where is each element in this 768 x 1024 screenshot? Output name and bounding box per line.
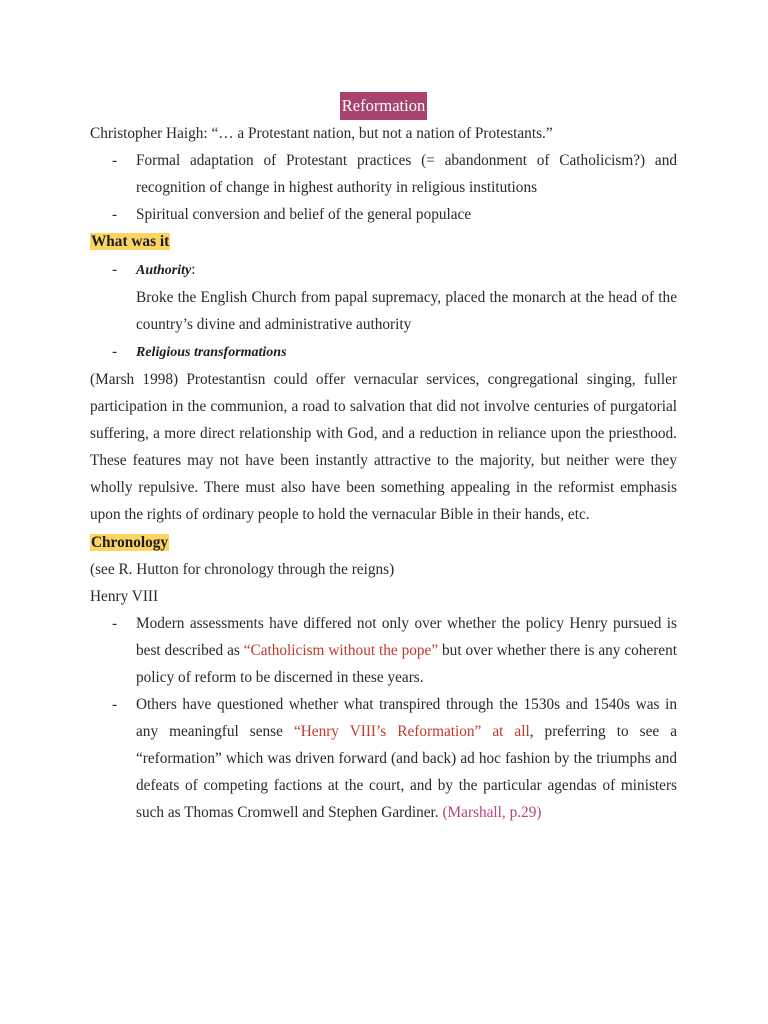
intro-bullet-1: [90, 147, 677, 201]
citation-marshall: (Marshall, p.29): [442, 804, 542, 822]
document-body: [90, 92, 677, 827]
religious-label: Religious transformations: [136, 344, 287, 360]
bullet-dash: -: [112, 260, 118, 278]
bullet-text: Spiritual conversion and belief of the general populace: [136, 206, 472, 224]
title-row: [90, 92, 677, 120]
intro-quote: Christopher Haigh: “… a Protestant nation, but not a nation of Protestants.”: [90, 125, 553, 143]
hutton-note: (see R. Hutton for chronology through the reigns): [90, 560, 395, 578]
authority-bullet: [90, 256, 677, 284]
page-title: Reformation: [340, 92, 427, 120]
henry-bullet-1-before: Modern assessments have differed not only over whether the policy Henry pursued is best described as: [136, 614, 677, 659]
what-was-it-heading-line: [90, 228, 677, 255]
bullet-dash: -: [112, 696, 118, 714]
henry-bullet-2-quote: “Henry VIII’s Reformation” at all: [293, 723, 530, 741]
henry-heading: Henry VIII: [90, 587, 159, 605]
bullet-dash: -: [112, 206, 118, 224]
bullet-text: Formal adaptation of Protestant practices (= abandonment of Catholicism?) and recognition of change in highest authority in religious institutions: [136, 152, 677, 197]
religious-bullet: [90, 338, 677, 366]
bullet-dash: -: [112, 342, 118, 360]
henry-bullet-2: [90, 691, 677, 826]
bullet-dash: -: [112, 152, 118, 170]
chronology-heading: Chronology: [91, 533, 169, 551]
henry-bullet-1-after: but over whether there is any coherent policy of reform to be discerned in these years.: [136, 641, 677, 686]
chronology-heading-line: [90, 529, 677, 556]
bullet-dash: -: [112, 614, 118, 632]
henry-bullet-1-quote: “Catholicism without the pope”: [243, 641, 439, 659]
authority-label: Authority: [136, 262, 192, 278]
henry-bullet-2-before: Others have questioned whether what transpired through the 1530s and 1540s was in any meaningful sense: [136, 696, 677, 741]
henry-bullet-2-after: , preferring to see a “reformation” which was driven forward (and back) ad hoc fashion by the triumphs and defeats of competing factions at the court, and by the particular agendas of ministers such as Thomas Cromwell and Stephen Gardiner.: [136, 723, 677, 822]
authority-colon: :: [191, 260, 196, 278]
marsh-paragraph: (Marsh 1998) Protestantisn could offer vernacular services, congregational singing, fuller participation in the communion, a road to salvation that did not involve centuries of purgatorial suffering, a more direct relationship with God, and a reduction in reliance upon the priesthood. These features may not have been instantly attractive to the majority, but neither were they wholly repulsive. There must also have been something appealing in the reformist emphasis upon the rights of ordinary people to hold the vernacular Bible in their hands, etc.: [90, 370, 677, 524]
authority-text: Broke the English Church from papal supremacy, placed the monarch at the head of the country’s divine and administrative authority: [136, 288, 677, 333]
what-was-it-heading: What was it: [91, 233, 170, 251]
henry-bullet-1: [90, 610, 677, 691]
intro-bullet-2: [90, 201, 677, 228]
